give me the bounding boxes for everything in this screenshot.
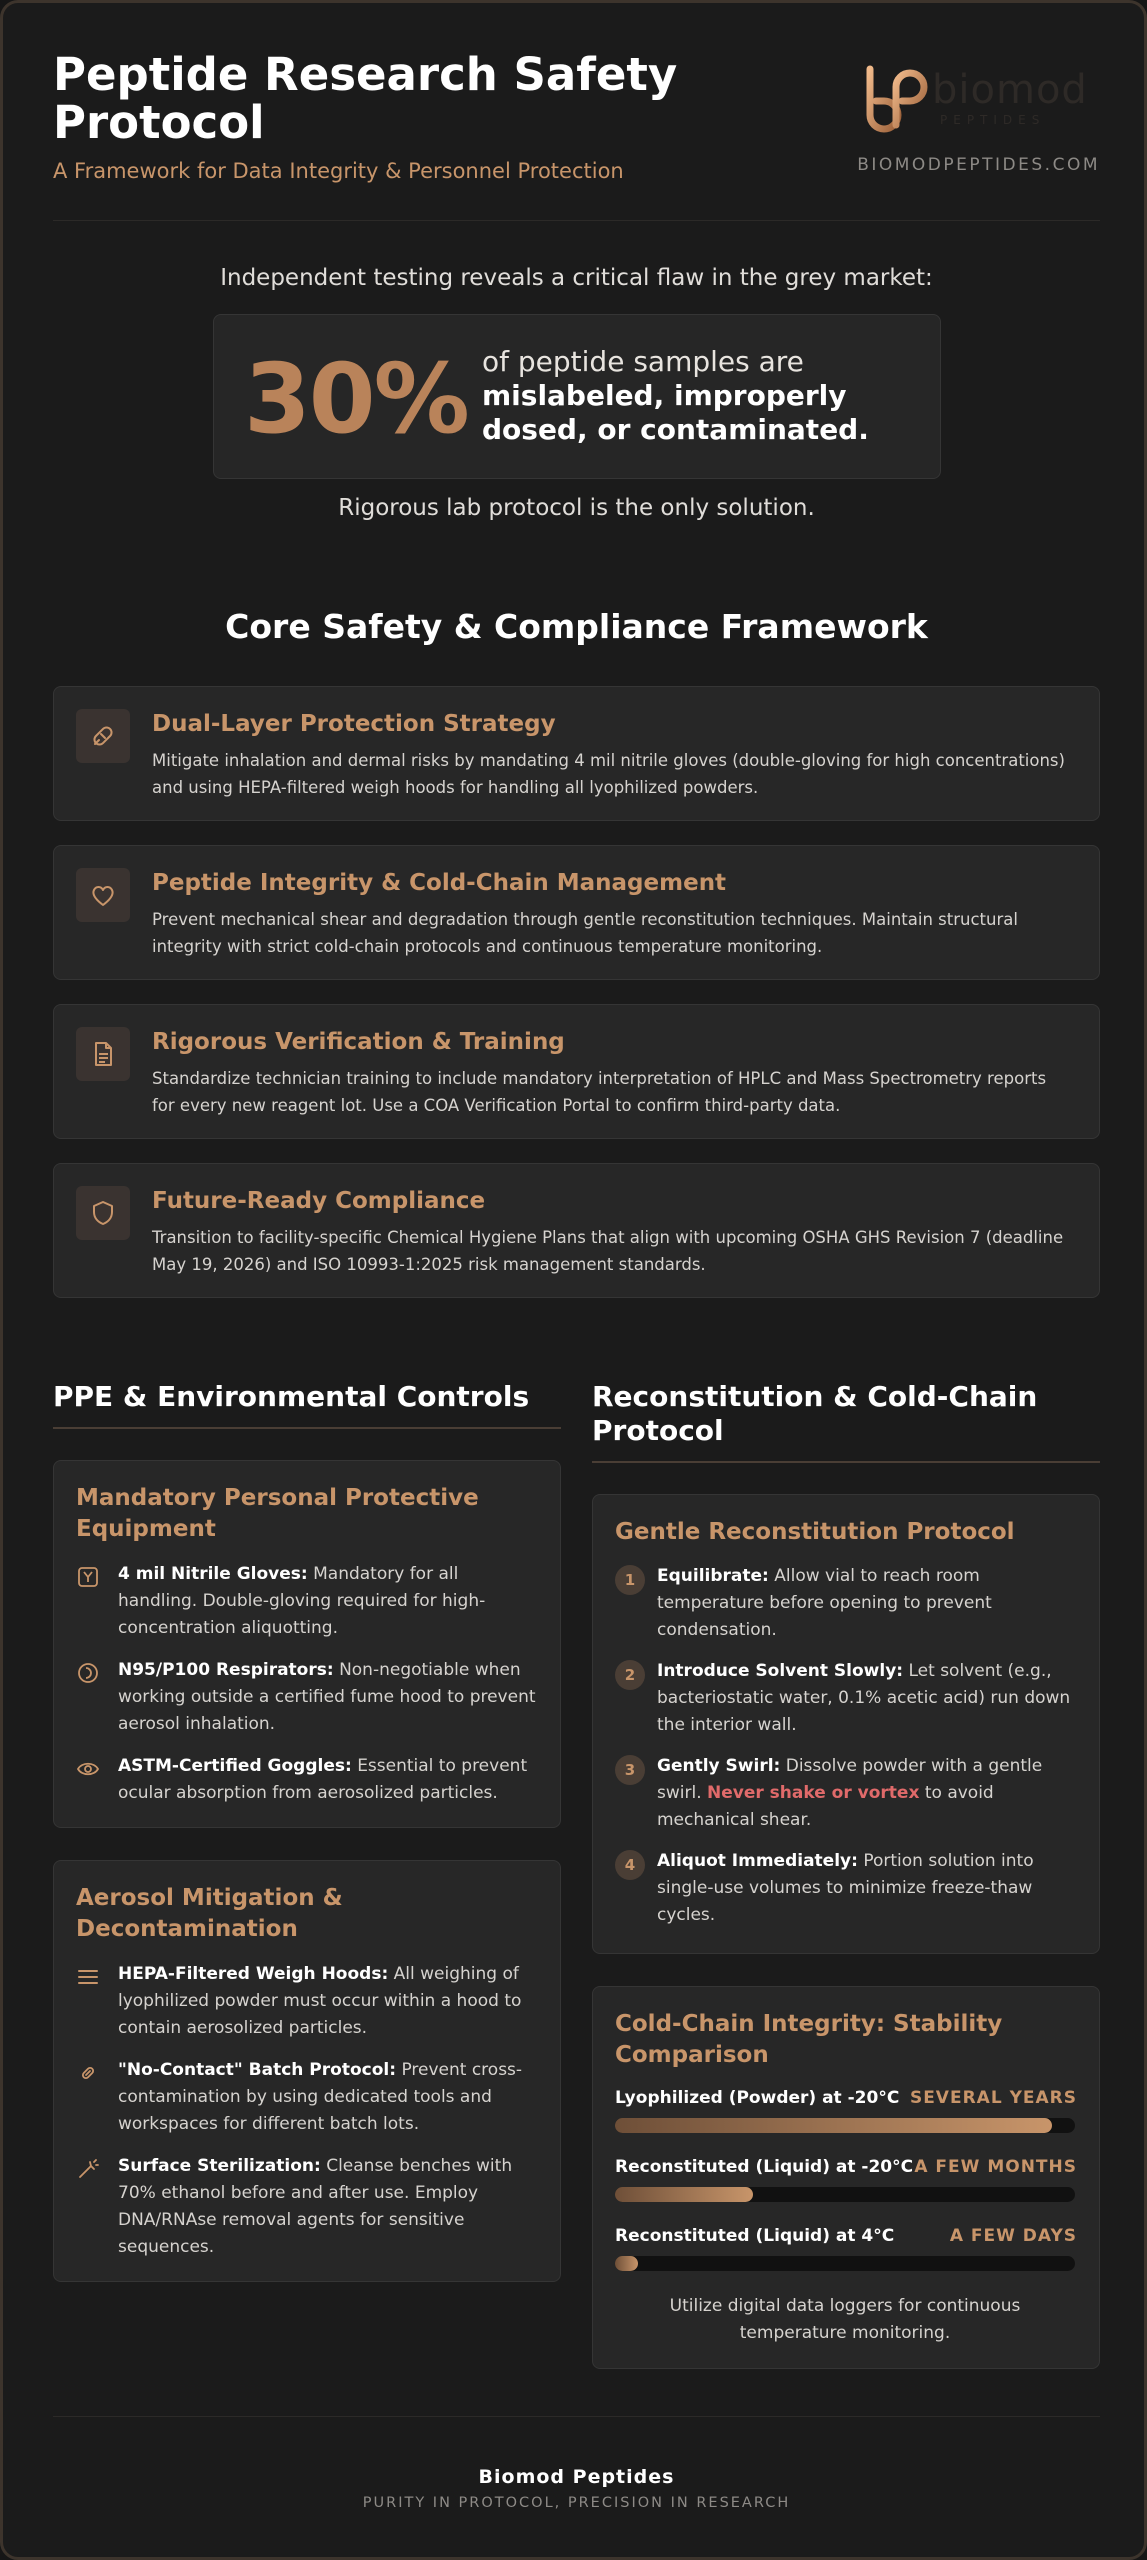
framework-card-title: Dual-Layer Protection Strategy bbox=[152, 711, 556, 737]
bar-fill bbox=[615, 2187, 753, 2202]
stability-bar bbox=[615, 2118, 1075, 2133]
item-text: All weighing of lyophilized powder must occur within a hood to contain aerosolized particles. bbox=[118, 1964, 522, 2038]
bar-value: A FEW MONTHS bbox=[914, 2157, 1077, 2177]
item-label: N95/P100 Respirators: bbox=[118, 1660, 334, 1680]
framework-card-body: Standardize technician training to include mandatory interpretation of HPLC and Mass Spectrometry reports for every new reagent lot. Use a COA Verification Portal to confirm third-party data. bbox=[152, 1069, 1047, 1115]
stat-text-plain: of peptide samples are bbox=[482, 345, 804, 378]
page-title: Peptide Research Safety Protocol bbox=[53, 48, 678, 149]
item-label: Surface Sterilization: bbox=[118, 2156, 321, 2176]
list-item bbox=[76, 2153, 536, 2263]
brand-logo bbox=[857, 63, 1100, 175]
list-item bbox=[76, 1753, 536, 1809]
item-text: Prevent cross-contamination by using dedicated tools and workspaces for different batch lots. bbox=[118, 2060, 523, 2134]
reconstitution-card bbox=[592, 1494, 1100, 1954]
shield-heart-icon bbox=[76, 868, 130, 922]
logo-subtext: PEPTIDES bbox=[940, 113, 1046, 127]
step-item bbox=[615, 1753, 1075, 1843]
item-label: "No-Contact" Batch Protocol: bbox=[118, 2060, 397, 2080]
stat-outro: Rigorous lab protocol is the only solution. bbox=[338, 495, 815, 521]
bar-label: Reconstituted (Liquid) at -20°C bbox=[615, 2157, 914, 2177]
footer-tagline: PURITY IN PROTOCOL, PRECISION IN RESEARCH bbox=[362, 2495, 791, 2511]
framework-card bbox=[53, 1004, 1100, 1139]
ppe-equipment-card bbox=[53, 1460, 561, 1828]
step-text: Allow vial to reach room temperature before opening to prevent condensation. bbox=[657, 1566, 992, 1640]
card-title: Cold-Chain Integrity: Stability Comparison bbox=[615, 2011, 1003, 2068]
eye-icon bbox=[76, 1757, 100, 1781]
list-item bbox=[76, 1657, 536, 1737]
document-icon bbox=[76, 1027, 130, 1081]
footer-brand: Biomod Peptides bbox=[478, 2466, 675, 2488]
bandage-icon bbox=[76, 709, 130, 763]
glove-icon bbox=[76, 1565, 100, 1589]
framework-card bbox=[53, 845, 1100, 980]
filter-lines-icon bbox=[76, 1965, 100, 1989]
stability-bar bbox=[615, 2187, 1075, 2202]
step-item bbox=[615, 1848, 1075, 1938]
step-item bbox=[615, 1563, 1075, 1653]
aerosol-card bbox=[53, 1860, 561, 2282]
bar-fill bbox=[615, 2118, 1052, 2133]
framework-title: Core Safety & Compliance Framework bbox=[225, 607, 928, 646]
step-number: 3 bbox=[615, 1755, 645, 1785]
stability-bar bbox=[615, 2256, 1075, 2271]
ppe-section-rule bbox=[53, 1427, 561, 1429]
item-text: Mandatory for all handling. Double-gloving required for high-concentration aliquotting. bbox=[118, 1564, 486, 1638]
shield-icon bbox=[76, 1186, 130, 1240]
step-item bbox=[615, 1658, 1075, 1748]
step-text: to avoid mechanical shear. bbox=[657, 1783, 994, 1830]
stability-note: Utilize digital data loggers for continuous temperature monitoring. bbox=[669, 2296, 1021, 2343]
logo-wordmark: biomod bbox=[932, 67, 1088, 113]
stat-value: 30% bbox=[244, 343, 468, 455]
framework-card-body: Prevent mechanical shear and degradation through gentle reconstitution techniques. Maintain structural integrity with strict cold-chain protocols and continuous temperature monitoring. bbox=[152, 910, 1018, 956]
bar-label: Reconstituted (Liquid) at 4°C bbox=[615, 2226, 895, 2246]
stability-card bbox=[592, 1986, 1100, 2369]
header-divider bbox=[53, 220, 1100, 221]
step-text: Portion solution into single-use volumes to minimize freeze-thaw cycles. bbox=[657, 1851, 1034, 1925]
stat-intro: Independent testing reveals a critical flaw in the grey market: bbox=[220, 265, 933, 291]
framework-card-body: Transition to facility-specific Chemical Hygiene Plans that align with upcoming OSHA GHS Revision 7 (deadline May 19, 2026) and ISO 10993-1:2025 risk management standards. bbox=[152, 1228, 1064, 1274]
bar-value: SEVERAL YEARS bbox=[909, 2088, 1077, 2108]
page-subtitle: A Framework for Data Integrity & Personnel Protection bbox=[53, 159, 624, 183]
stat-description bbox=[482, 345, 922, 447]
stat-callout bbox=[213, 314, 941, 479]
step-label: Aliquot Immediately: bbox=[657, 1851, 858, 1871]
card-title: Gentle Reconstitution Protocol bbox=[615, 1519, 1015, 1545]
card-title: Mandatory Personal Protective Equipment bbox=[76, 1485, 479, 1542]
step-text: Let solvent (e.g., bacteriostatic water, 0.1% acetic acid) run down the interior wall. bbox=[657, 1661, 1071, 1735]
item-text: Essential to prevent ocular absorption from aerosolized particles. bbox=[118, 1756, 528, 1803]
respirator-icon bbox=[76, 1661, 100, 1685]
bar-fill bbox=[615, 2256, 638, 2271]
bar-value: A FEW DAYS bbox=[949, 2226, 1077, 2246]
footer-divider bbox=[53, 2416, 1100, 2417]
framework-card-body: Mitigate inhalation and dermal risks by mandating 4 mil nitrile gloves (double-gloving for high concentrations) and using HEPA-filtered weigh hoods for handling all lyophilized powders. bbox=[152, 751, 1065, 797]
warning-text: Never shake or vortex bbox=[707, 1783, 920, 1803]
step-label: Gently Swirl: bbox=[657, 1756, 781, 1776]
step-label: Equilibrate: bbox=[657, 1566, 769, 1586]
list-item bbox=[76, 2057, 536, 2137]
item-text: Non-negotiable when working outside a certified fume hood to prevent aerosol inhalation. bbox=[118, 1660, 536, 1734]
logo-mark-icon bbox=[860, 63, 930, 133]
ppe-section-title: PPE & Environmental Controls bbox=[53, 1380, 530, 1413]
recon-section-rule bbox=[592, 1461, 1100, 1463]
framework-card bbox=[53, 1163, 1100, 1298]
framework-card-title: Future-Ready Compliance bbox=[152, 1188, 486, 1214]
item-text: Cleanse benches with 70% ethanol before and after use. Employ DNA/RNAse removal agents for sensitive sequences. bbox=[118, 2156, 513, 2257]
bar-label: Lyophilized (Powder) at -20°C bbox=[615, 2088, 900, 2108]
step-number: 4 bbox=[615, 1850, 645, 1880]
item-label: ASTM-Certified Goggles: bbox=[118, 1756, 352, 1776]
step-number: 1 bbox=[615, 1565, 645, 1595]
list-item bbox=[76, 1561, 536, 1641]
step-text: Dissolve powder with a gentle swirl. bbox=[657, 1756, 1043, 1803]
card-title: Aerosol Mitigation & Decontamination bbox=[76, 1885, 343, 1942]
framework-card-title: Peptide Integrity & Cold-Chain Management bbox=[152, 870, 727, 896]
framework-card-title: Rigorous Verification & Training bbox=[152, 1029, 565, 1055]
link-icon bbox=[76, 2061, 100, 2085]
stat-text-bold: mislabeled, improperly dosed, or contaminated. bbox=[482, 379, 869, 446]
recon-section-title: Reconstitution & Cold-Chain Protocol bbox=[592, 1380, 1038, 1447]
website-link[interactable]: BIOMODPEPTIDES.COM bbox=[857, 155, 1100, 175]
step-label: Introduce Solvent Slowly: bbox=[657, 1661, 904, 1681]
spray-icon bbox=[76, 2157, 100, 2181]
item-label: 4 mil Nitrile Gloves: bbox=[118, 1564, 308, 1584]
header bbox=[53, 48, 1100, 221]
step-number: 2 bbox=[615, 1660, 645, 1690]
list-item bbox=[76, 1961, 536, 2041]
framework-card bbox=[53, 686, 1100, 821]
item-label: HEPA-Filtered Weigh Hoods: bbox=[118, 1964, 389, 1984]
